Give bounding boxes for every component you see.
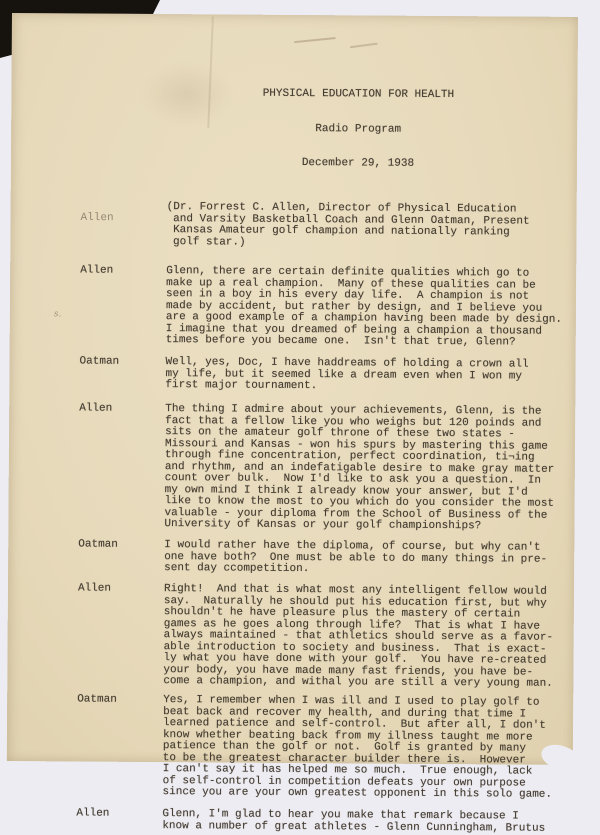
speaker-label: Allen: [79, 402, 113, 415]
dialogue-block: [7, 694, 574, 801]
page-title: PHYSICAL EDUCATION FOR HEALTH: [262, 87, 455, 102]
dialogue-text: Well, yes, Doc, I have haddreams of holding a crown all my life, but it seemed like a dream even when I won my first major tournament.: [165, 356, 529, 393]
speaker-label: Allen: [76, 807, 110, 820]
dialogue-block: [7, 583, 574, 690]
dialogue-block: [8, 539, 574, 577]
dialogue-text: (Dr. Forrest C. Allen, Director of Physical Education and Varsity Basketball Coach and Glenn Oatman, Present Kansas Amateur golf champion and nationally ranking golf star.): [166, 201, 530, 249]
page-subtitle: Radio Program: [315, 122, 402, 136]
typed-content: [6, 64, 577, 835]
speaker-label: Oatman: [79, 355, 120, 368]
dialogue-block: [10, 201, 576, 251]
page-date: December 29, 1938: [301, 157, 415, 170]
dialogue-block: [6, 808, 572, 835]
speaker-label: Allen: [77, 582, 112, 595]
dialogue-block: [10, 265, 577, 349]
speaker-label: Oatman: [77, 693, 117, 706]
document-page: [7, 13, 578, 835]
speaker-label: Allen: [80, 264, 114, 277]
dialogue-text: Right! And that is what most any intelligent fellow would say. Naturally he should put his education first, but why shouldn't he have pleasure plus the mastery of certain games as he goes along through life? That is what I have always maintained - that athletics should serve as a favor- able introduction to society and business. That is exact- ly what you have done with your golf. You have re-created your body, you have made many fast friends, you have be- come a champion, and withal you are still a very young man.: [163, 583, 554, 690]
dialogue-block: [9, 356, 575, 394]
title-block: [167, 65, 550, 194]
pencil-margin-mark: s.: [53, 309, 62, 320]
speaker-label: Allen: [80, 211, 114, 225]
ink-smear-mark: [350, 43, 378, 49]
dialogue-text: I would rather have the diploma, of course, but why can't one have both? One must be able to do many things in pre- sent day ccompetition.: [164, 539, 548, 576]
speaker-label: Oatman: [78, 538, 118, 551]
dialogue-text: Glenn, there are certain definite qualities which go to make up a real champion. Many of these qualities can be seen in a boy in his every day life. A champion is not made by accident, but rather by design, and I believe you are a good example of a champion having been made by design. I imagine that you dreamed of being a champion a thousand times before you became one. Isn't that true, Glenn?: [165, 265, 562, 349]
dialogue-text: Yes, I remember when I was ill and I used to play golf to beat back and recover my health, and during that time I learned patience and self-control. But after all, I don't know whether beating back from my illness taught me more patience than the golf or not. Golf is granted by many to be the greatest character builder there is. However I can't say it has helped me so much. True enough, lack of self-control in competition defeats your own purpose since you are your own greatest opponent in this solo game.: [162, 694, 553, 801]
dialogue-text: The thing I admire about your achievements, Glenn, is the fact that a fellow like you who weighs but 120 poinds and sits on the amateur golf throne of these two states - Missouri and Kansas - won his spurs by mastering this game through fine concentration, perfect coordination, ti¬ing and rhythm, and an indefatigable desire to make gray matter count over bulk. Now I'd like to ask you a question. In my own mind I think I already know your answer, but I'd like to know the most to you which do you consider the most valuable - your diploma from the School of Business of the University of Kansas or your golf championships?: [164, 403, 555, 533]
dialogue-text: Glenn, I'm glad to hear you make that remark because I know a number of great athletes - Glenn Cunningham, Brutus: [162, 808, 546, 835]
ink-smear-mark: [294, 37, 336, 43]
dialogue-block: [8, 403, 575, 533]
